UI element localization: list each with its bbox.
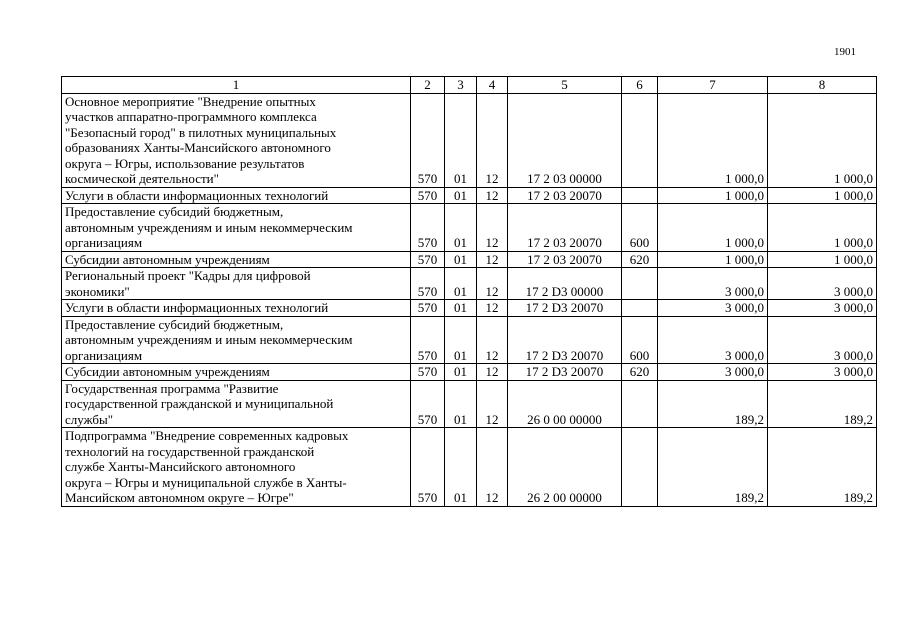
description-line: участков аппаратно-программного комплекса [65, 109, 317, 124]
amount-cell: 3 000,0 [768, 316, 877, 364]
section-cell: 01 [445, 251, 477, 268]
description-line: Субсидии автономным учреждениям [65, 251, 270, 267]
target-item-cell: 26 0 00 00000 [508, 380, 622, 428]
header-cell: 2 [411, 77, 445, 94]
description-line: "Безопасный город" в пилотных муниципальных [65, 124, 337, 140]
page-number: 1901 [834, 46, 856, 58]
row-description [62, 93, 411, 187]
description-line: Услуги в области информационных технологий [65, 300, 329, 315]
amount-cell: 189,2 [768, 380, 877, 428]
expense-type-cell [622, 93, 658, 187]
table-row [62, 316, 877, 364]
target-item-cell: 26 2 00 00000 [508, 428, 622, 507]
section-cell: 01 [445, 187, 477, 204]
description-line: Предоставление субсидий бюджетным, [65, 204, 284, 219]
table-row [62, 428, 877, 507]
amount-cell: 3 000,0 [658, 316, 768, 364]
section-cell: 01 [445, 268, 477, 300]
expense-type-cell [622, 187, 658, 204]
row-description [62, 300, 411, 317]
table-row [62, 364, 877, 381]
header-row [62, 77, 877, 94]
subsection-cell: 12 [477, 428, 508, 507]
amount-cell: 1 000,0 [658, 187, 768, 204]
description-line: государственной гражданской и муниципальной [65, 396, 334, 411]
table-row [62, 251, 877, 268]
amount-cell: 3 000,0 [768, 300, 877, 317]
row-description [62, 364, 411, 381]
admin-code-cell: 570 [411, 204, 445, 252]
table-row [62, 380, 877, 428]
target-item-cell: 17 2 03 00000 [508, 93, 622, 187]
amount-cell: 1 000,0 [768, 187, 877, 204]
row-description [62, 187, 411, 204]
amount-cell: 189,2 [658, 380, 768, 428]
amount-cell: 1 000,0 [658, 251, 768, 268]
description-line: образованиях Ханты-Мансийского автономного [65, 140, 331, 155]
description-line: технологий на государственной гражданской [65, 443, 315, 459]
section-cell: 01 [445, 380, 477, 428]
amount-cell: 1 000,0 [658, 93, 768, 187]
section-cell: 01 [445, 93, 477, 187]
header-cell: 8 [768, 77, 877, 94]
description-line: космической деятельности" [65, 171, 219, 186]
section-cell: 01 [445, 316, 477, 364]
header-cell: 6 [622, 77, 658, 94]
header-cell: 4 [477, 77, 508, 94]
section-cell: 01 [445, 204, 477, 252]
subsection-cell: 12 [477, 204, 508, 252]
section-cell: 01 [445, 364, 477, 381]
expense-type-cell: 620 [622, 364, 658, 381]
description-line: округа – Югры и муниципальной службе в Ханты- [65, 474, 347, 490]
description-line: Подпрограмма "Внедрение современных кадровых [65, 428, 349, 443]
subsection-cell: 12 [477, 316, 508, 364]
subsection-cell: 12 [477, 380, 508, 428]
admin-code-cell: 570 [411, 380, 445, 428]
amount-cell: 189,2 [768, 428, 877, 507]
row-description [62, 316, 411, 364]
amount-cell: 1 000,0 [768, 251, 877, 268]
target-item-cell: 17 2 03 20070 [508, 251, 622, 268]
section-cell: 01 [445, 300, 477, 317]
amount-cell: 3 000,0 [658, 364, 768, 381]
table-row [62, 187, 877, 204]
amount-cell: 3 000,0 [768, 364, 877, 381]
expense-type-cell [622, 268, 658, 300]
subsection-cell: 12 [477, 268, 508, 300]
expense-type-cell [622, 380, 658, 428]
budget-table [61, 76, 877, 507]
admin-code-cell: 570 [411, 316, 445, 364]
admin-code-cell: 570 [411, 251, 445, 268]
description-line: округа – Югры, использование результатов [65, 155, 305, 171]
row-description [62, 251, 411, 268]
expense-type-cell: 620 [622, 251, 658, 268]
description-line: Государственная программа "Развитие [65, 380, 279, 396]
target-item-cell: 17 2 D3 20070 [508, 364, 622, 381]
description-line: организациям [65, 347, 143, 363]
subsection-cell: 12 [477, 187, 508, 204]
subsection-cell: 12 [477, 93, 508, 187]
target-item-cell: 17 2 D3 00000 [508, 268, 622, 300]
description-line: Субсидии автономным учреждениям [65, 364, 270, 379]
target-item-cell: 17 2 03 20070 [508, 204, 622, 252]
target-item-cell: 17 2 D3 20070 [508, 300, 622, 317]
amount-cell: 1 000,0 [658, 204, 768, 252]
row-description [62, 380, 411, 428]
admin-code-cell: 570 [411, 268, 445, 300]
header-cell: 7 [658, 77, 768, 94]
header-cell: 5 [508, 77, 622, 94]
description-line: Региональный проект "Кадры для цифровой [65, 268, 311, 283]
row-description [62, 204, 411, 252]
admin-code-cell: 570 [411, 428, 445, 507]
admin-code-cell: 570 [411, 187, 445, 204]
subsection-cell: 12 [477, 300, 508, 317]
amount-cell: 189,2 [658, 428, 768, 507]
header-cell: 1 [62, 77, 411, 94]
description-line: Основное мероприятие "Внедрение опытных [65, 93, 316, 109]
expense-type-cell: 600 [622, 316, 658, 364]
description-line: Мансийском автономном округе – Югре" [65, 490, 294, 505]
expense-type-cell [622, 300, 658, 317]
amount-cell: 1 000,0 [768, 93, 877, 187]
subsection-cell: 12 [477, 364, 508, 381]
target-item-cell: 17 2 03 20070 [508, 187, 622, 204]
row-description [62, 268, 411, 300]
description-line: организациям [65, 235, 143, 250]
admin-code-cell: 570 [411, 300, 445, 317]
expense-type-cell [622, 428, 658, 507]
amount-cell: 3 000,0 [658, 268, 768, 300]
description-line: автономным учреждениям и иным некоммерческим [65, 219, 353, 235]
header-cell: 3 [445, 77, 477, 94]
description-line: Предоставление субсидий бюджетным, [65, 316, 284, 332]
target-item-cell: 17 2 D3 20070 [508, 316, 622, 364]
amount-cell: 3 000,0 [658, 300, 768, 317]
admin-code-cell: 570 [411, 93, 445, 187]
amount-cell: 3 000,0 [768, 268, 877, 300]
admin-code-cell: 570 [411, 364, 445, 381]
table-row [62, 268, 877, 300]
expense-type-cell: 600 [622, 204, 658, 252]
table-row [62, 93, 877, 187]
description-line: службы" [65, 411, 114, 427]
description-line: экономики" [65, 283, 130, 299]
table-row [62, 300, 877, 317]
table-row [62, 204, 877, 252]
description-line: Услуги в области информационных технологий [65, 187, 329, 203]
amount-cell: 1 000,0 [768, 204, 877, 252]
description-line: автономным учреждениям и иным некоммерческим [65, 332, 353, 347]
row-description [62, 428, 411, 507]
subsection-cell: 12 [477, 251, 508, 268]
description-line: службе Ханты-Мансийского автономного [65, 459, 296, 474]
section-cell: 01 [445, 428, 477, 507]
